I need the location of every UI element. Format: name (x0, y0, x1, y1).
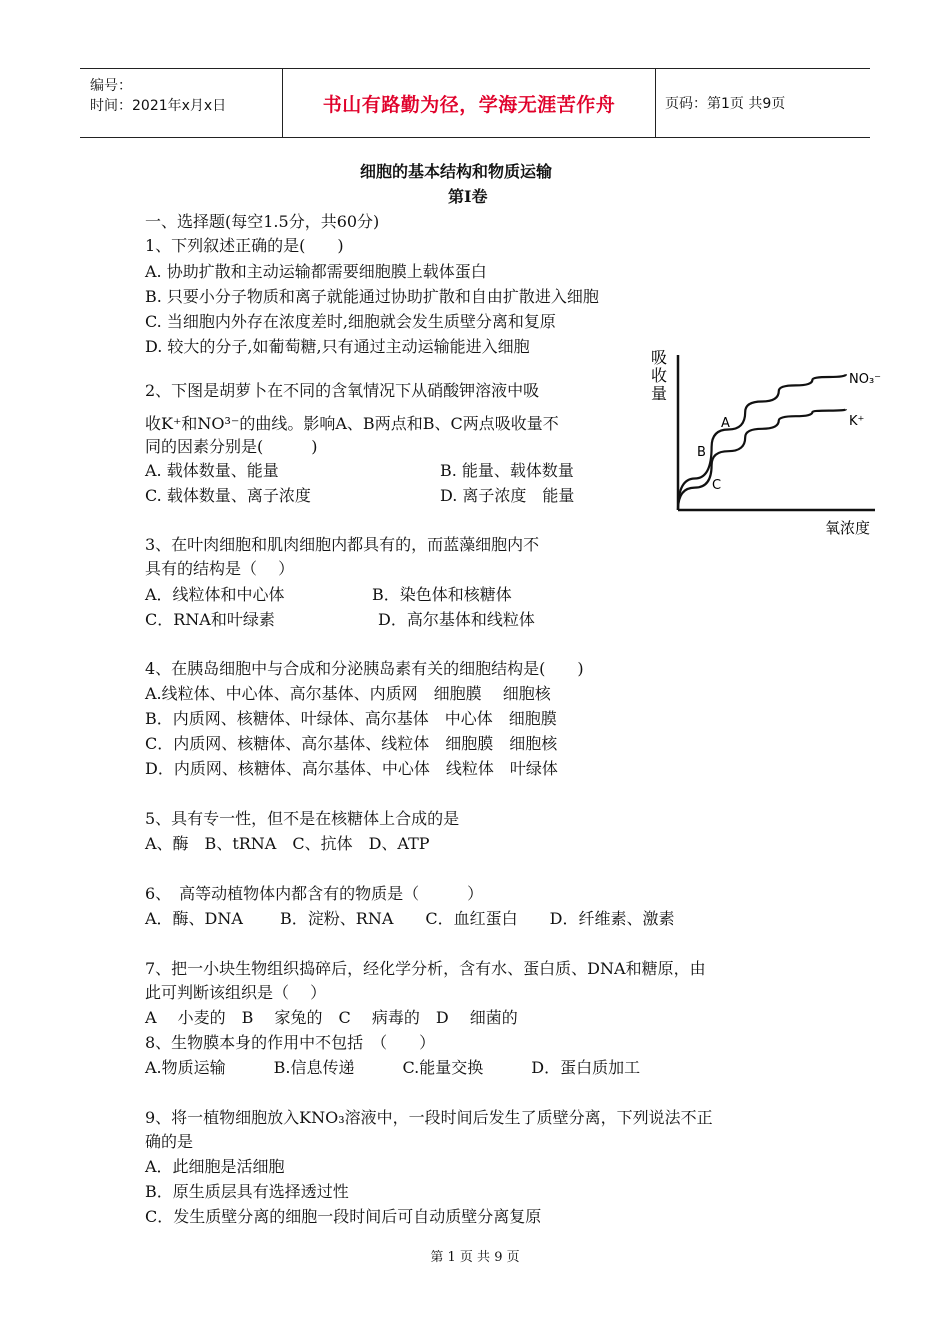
q1-stem: 1、下列叙述正确的是( ) (145, 236, 344, 255)
q4-option-c: C．内质网、核糖体、高尔基体、线粒体 细胞膜 细胞核 (145, 734, 558, 753)
q6-options: A．酶、DNA B．淀粉、RNA C．血红蛋白 D．纤维素、激素 (145, 909, 675, 928)
series-line-no3 (678, 374, 846, 510)
q1-option-a: A. 协助扩散和主动运输都需要细胞膜上载体蛋白 (145, 262, 487, 281)
q3-option-a: A．线粒体和中心体 (145, 585, 285, 604)
q4-option-b: B．内质网、核糖体、叶绿体、高尔基体 中心体 细胞膜 (145, 709, 557, 728)
q9-option-c: C．发生质壁分离的细胞一段时间后可自动质壁分离复原 (145, 1207, 542, 1226)
q2-option-a: A. 载体数量、能量 (145, 461, 279, 480)
y-axis-label-2: 收 (651, 366, 668, 385)
q2-option-d: D. 离子浓度 能量 (440, 486, 575, 505)
q2-stem-line1: 2、下图是胡萝卜在不同的含氧情况下从硝酸钾溶液中吸 (145, 381, 540, 400)
q2-option-b: B. 能量、载体数量 (440, 461, 574, 480)
q3-option-b: B．染色体和核糖体 (372, 585, 512, 604)
header-motto: 书山有路勤为径，学海无涯苦作舟 (282, 69, 656, 137)
x-axis-label: 氧浓度 (825, 519, 871, 537)
q1-option-d: D. 较大的分子,如葡萄糖,只有通过主动运输能进入细胞 (145, 337, 530, 356)
q4-option-d: D．内质网、核糖体、高尔基体、中心体 线粒体 叶绿体 (145, 759, 558, 778)
q3-stem-line2: 具有的结构是（ ） (145, 559, 295, 578)
point-label-a: A (721, 416, 730, 431)
q6-stem: 6、 高等动植物体内都含有的物质是（ ） (145, 884, 484, 903)
q8-options: A.物质运输 B.信息传递 C.能量交换 D．蛋白质加工 (145, 1058, 641, 1077)
q7-options: A 小麦的 B 家兔的 C 病毒的 D 细菌的 (145, 1008, 518, 1027)
y-axis-label-1: 吸 (651, 348, 668, 367)
q5-options: A、酶 B、tRNA C、抗体 D、ATP (145, 834, 430, 853)
q4-stem: 4、在胰岛细胞中与合成和分泌胰岛素有关的细胞结构是( ) (145, 659, 584, 678)
header-page-info: 页码：第1页 共9页 (665, 96, 786, 112)
q3-stem-line1: 3、在叶肉细胞和肌肉细胞内都具有的，而蓝藻细胞内不 (145, 535, 540, 554)
y-axis-label-3: 量 (651, 384, 668, 403)
q1-option-c: C. 当细胞内外存在浓度差时,细胞就会发生质壁分离和复原 (145, 312, 556, 331)
q9-option-a: A．此细胞是活细胞 (145, 1157, 285, 1176)
section-heading: 一、选择题(每空1.5分，共60分) (145, 212, 380, 231)
q8-stem: 8、生物膜本身的作用中不包括 （ ） (145, 1033, 436, 1052)
q9-stem-line1: 9、将一植物细胞放入KNO₃溶液中，一段时间后发生了质壁分离，下列说法不正 (145, 1108, 713, 1127)
time-label: 时间：2021年x月x日 (90, 98, 227, 114)
q7-stem-line1: 7、把一小块生物组织捣碎后，经化学分析，含有水、蛋白质、DNA和糖原，由 (145, 959, 706, 978)
q1-option-b: B. 只要小分子物质和离子就能通过协助扩散和自由扩散进入细胞 (145, 287, 599, 306)
point-label-b: B (697, 445, 706, 460)
series-label-k: K⁺ (849, 414, 865, 429)
q2-option-c: C. 载体数量、离子浓度 (145, 486, 311, 505)
q3-option-d: D．高尔基体和线粒体 (378, 610, 535, 629)
page-header (80, 68, 870, 138)
q5-stem: 5、具有专一性，但不是在核糖体上合成的是 (145, 809, 460, 828)
page-footer: 第 1 页 共 9 页 (430, 1250, 520, 1265)
number-label: 编号： (90, 78, 132, 94)
point-label-c: C (712, 478, 722, 493)
q9-option-b: B．原生质层具有选择透过性 (145, 1182, 349, 1201)
absorption-chart (645, 345, 895, 540)
q9-stem-line2: 确的是 (145, 1132, 194, 1151)
document-title: 细胞的基本结构和物质运输 (360, 162, 553, 181)
series-label-no3: NO₃⁻ (849, 372, 882, 387)
header-meta (80, 69, 282, 137)
chart-axes (678, 355, 875, 510)
q7-stem-line2: 此可判断该组织是（ ） (145, 983, 327, 1002)
q4-option-a: A.线粒体、中心体、高尔基体、内质网 细胞膜 细胞核 (145, 684, 551, 703)
document-subtitle: 第Ⅰ卷 (448, 187, 488, 206)
q2-stem-line3: 同的因素分别是( ) (145, 437, 318, 456)
q3-option-c: C．RNA和叶绿素 (145, 610, 275, 629)
q2-stem-line2: 收K⁺和NO³⁻的曲线。影响A、B两点和B、C两点吸收量不 (145, 414, 559, 433)
